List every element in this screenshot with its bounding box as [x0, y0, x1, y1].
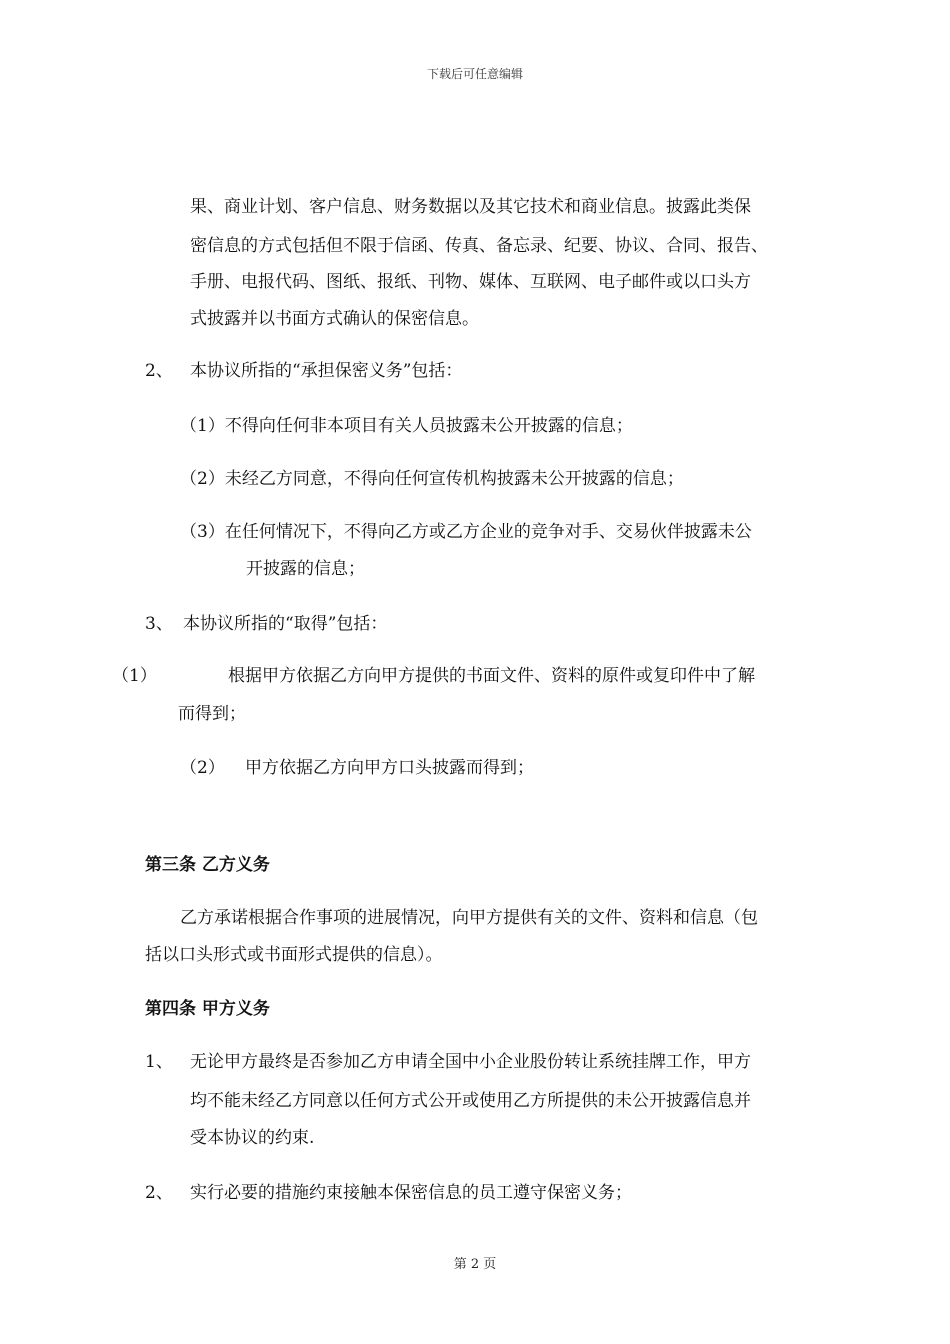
- sub-item-number: （1）: [112, 666, 157, 686]
- paragraph-line: 括以口头形式或书面形式提供的信息）。: [145, 945, 443, 965]
- paragraph-line: 式披露并以书面方式确认的保密信息。: [190, 309, 479, 329]
- sub-item-number: （2）: [180, 758, 225, 778]
- sub-item-continuation: 而得到；: [178, 704, 246, 724]
- sub-item: （3）在任何情况下，不得向乙方或乙方企业的竞争对手、交易伙伴披露未公: [180, 522, 752, 542]
- list-item-text: 均不能未经乙方同意以任何方式公开或使用乙方所提供的未公开披露信息并: [190, 1091, 751, 1111]
- page-number: 第 2 页: [453, 1257, 497, 1272]
- article-title: 第四条 甲方义务: [145, 999, 270, 1019]
- paragraph-line: 手册、电报代码、图纸、报纸、刊物、媒体、互联网、电子邮件或以口头方: [190, 272, 751, 292]
- sub-item: 根据甲方依据乙方向甲方提供的书面文件、资料的原件或复印件中了解: [228, 666, 755, 686]
- page-header: 下载后可任意编辑: [426, 67, 523, 81]
- list-number: 3、: [145, 614, 173, 634]
- list-item-text: 本协议所指的“取得”包括：: [183, 614, 388, 634]
- paragraph-line: 密信息的方式包括但不限于信函、传真、备忘录、纪要、协议、合同、报告、: [190, 236, 768, 256]
- sub-item-continuation: 开披露的信息；: [246, 559, 365, 579]
- sub-item: 甲方依据乙方向甲方口头披露而得到；: [245, 758, 534, 778]
- list-item-text: 实行必要的措施约束接触本保密信息的员工遵守保密义务；: [190, 1183, 632, 1203]
- list-number: 1、: [145, 1052, 173, 1072]
- article-title: 第三条 乙方义务: [145, 855, 270, 875]
- paragraph-line: 果、商业计划、客户信息、财务数据以及其它技术和商业信息。披露此类保: [190, 197, 751, 217]
- list-item-text: 无论甲方最终是否参加乙方申请全国中小企业股份转让系统挂牌工作，甲方: [190, 1052, 751, 1072]
- sub-item: （1）不得向任何非本项目有关人员披露未公开披露的信息；: [180, 416, 633, 436]
- list-item-text: 受本协议的约束.: [190, 1128, 315, 1148]
- list-item-text: 本协议所指的“承担保密义务”包括：: [190, 361, 463, 381]
- list-number: 2、: [145, 361, 173, 381]
- sub-item: （2）未经乙方同意，不得向任何宣传机构披露未公开披露的信息；: [180, 469, 684, 489]
- paragraph-line: 乙方承诺根据合作事项的进展情况，向甲方提供有关的文件、资料和信息（包: [180, 908, 758, 928]
- list-number: 2、: [145, 1183, 173, 1203]
